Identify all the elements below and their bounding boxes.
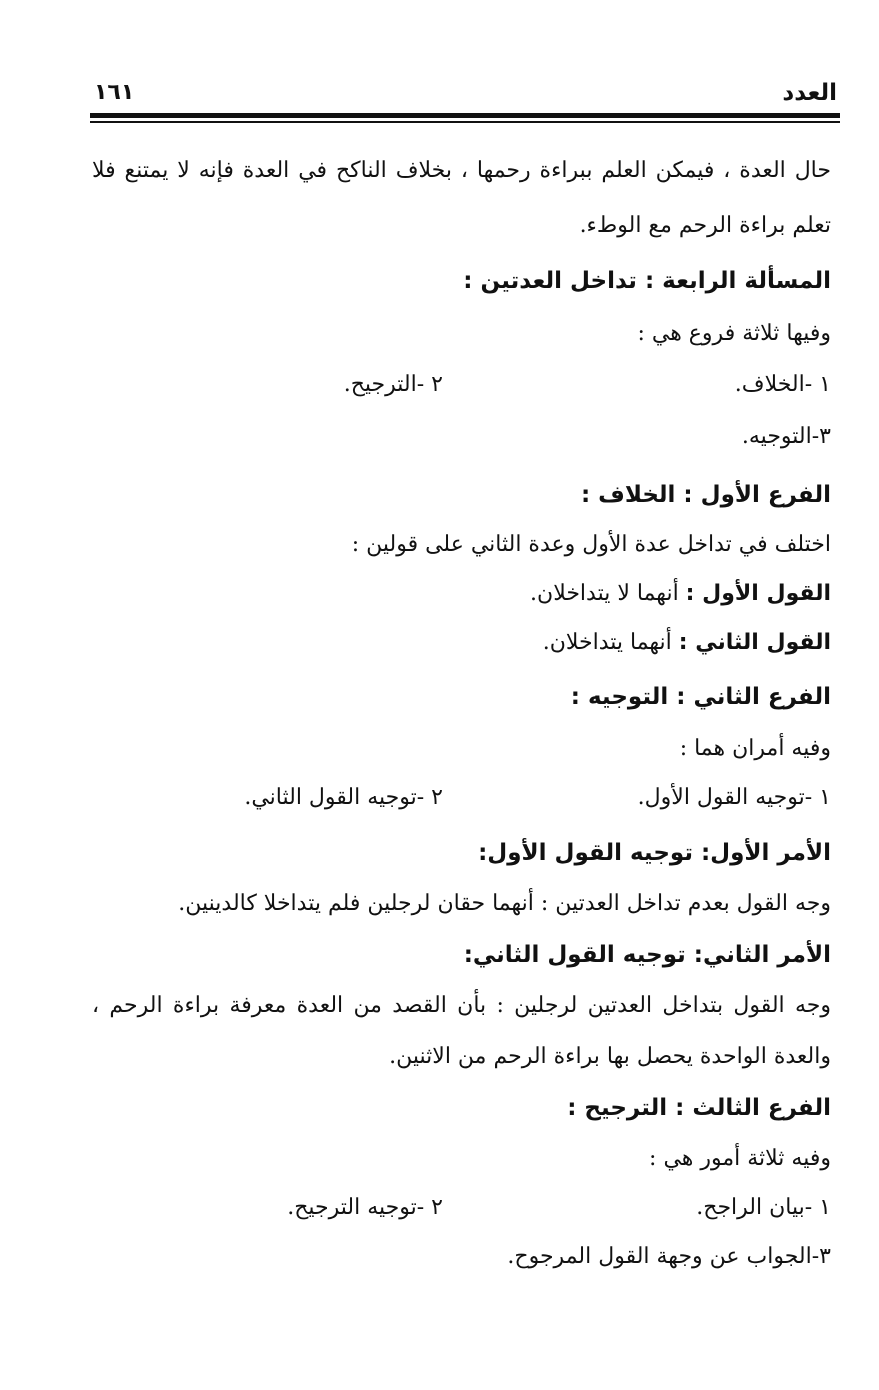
section-heading: المسألة الرابعة : تداخل العدتين : (463, 268, 831, 294)
paragraph-line: والعدة الواحدة يحصل بها براءة الرحم من الاثنين. (389, 1044, 831, 1069)
list-item: ٢ -توجيه القول الثاني. (244, 785, 443, 810)
list-item: ١ -توجيه القول الأول. (637, 785, 831, 810)
opinion-label: القول الثاني : (678, 630, 831, 655)
opinion-label: القول الأول : (685, 581, 831, 606)
paragraph-line: وفيه ثلاثة أمور هي : (649, 1146, 831, 1171)
paragraph-line: وفيها ثلاثة فروع هي : (637, 321, 831, 346)
header-rule-thin (90, 121, 840, 123)
paragraph-line (530, 578, 831, 610)
running-header-title: العدد (782, 80, 837, 106)
list-item: ٢ -الترجيح. (343, 372, 443, 397)
section-heading: الأمر الثاني: توجيه القول الثاني: (463, 942, 831, 968)
header-rule-thick (90, 113, 840, 118)
section-heading: الفرع الثاني : التوجيه : (570, 684, 831, 710)
section-heading: الفرع الأول : الخلاف : (580, 482, 831, 508)
paragraph-line: وجه القول بعدم تداخل العدتين : أنهما حقان لرجلين فلم يتداخلا كالدينين. (178, 891, 831, 916)
list-item: ١ -بيان الراجح. (696, 1195, 831, 1220)
paragraph-line: تعلم براءة الرحم مع الوطء. (579, 213, 831, 238)
paragraph-line: حال العدة ، فيمكن العلم ببراءة رحمها ، بخلاف الناكح في العدة فإنه لا يمتنع فلا (92, 158, 831, 183)
list-item: ٣-التوجيه. (741, 424, 831, 449)
list-item: ١ -الخلاف. (734, 372, 831, 397)
paragraph-line: وفيه أمران هما : (679, 736, 831, 761)
list-item: ٢ -توجيه الترجيح. (287, 1195, 443, 1220)
paragraph-line (543, 627, 831, 659)
paragraph-line: اختلف في تداخل عدة الأول وعدة الثاني على قولين : (351, 532, 831, 557)
section-heading: الأمر الأول: توجيه القول الأول: (478, 840, 831, 866)
list-item: ٣-الجواب عن وجهة القول المرجوح. (507, 1244, 831, 1269)
page-number: ١٦١ (94, 80, 135, 105)
paragraph-line: وجه القول بتداخل العدتين لرجلين : بأن القصد من العدة معرفة براءة الرحم ، (92, 993, 831, 1018)
opinion-text: أنهما يتداخلان. (542, 630, 679, 655)
section-heading: الفرع الثالث : الترجيح : (567, 1095, 831, 1121)
opinion-text: أنهما لا يتداخلان. (530, 581, 686, 606)
